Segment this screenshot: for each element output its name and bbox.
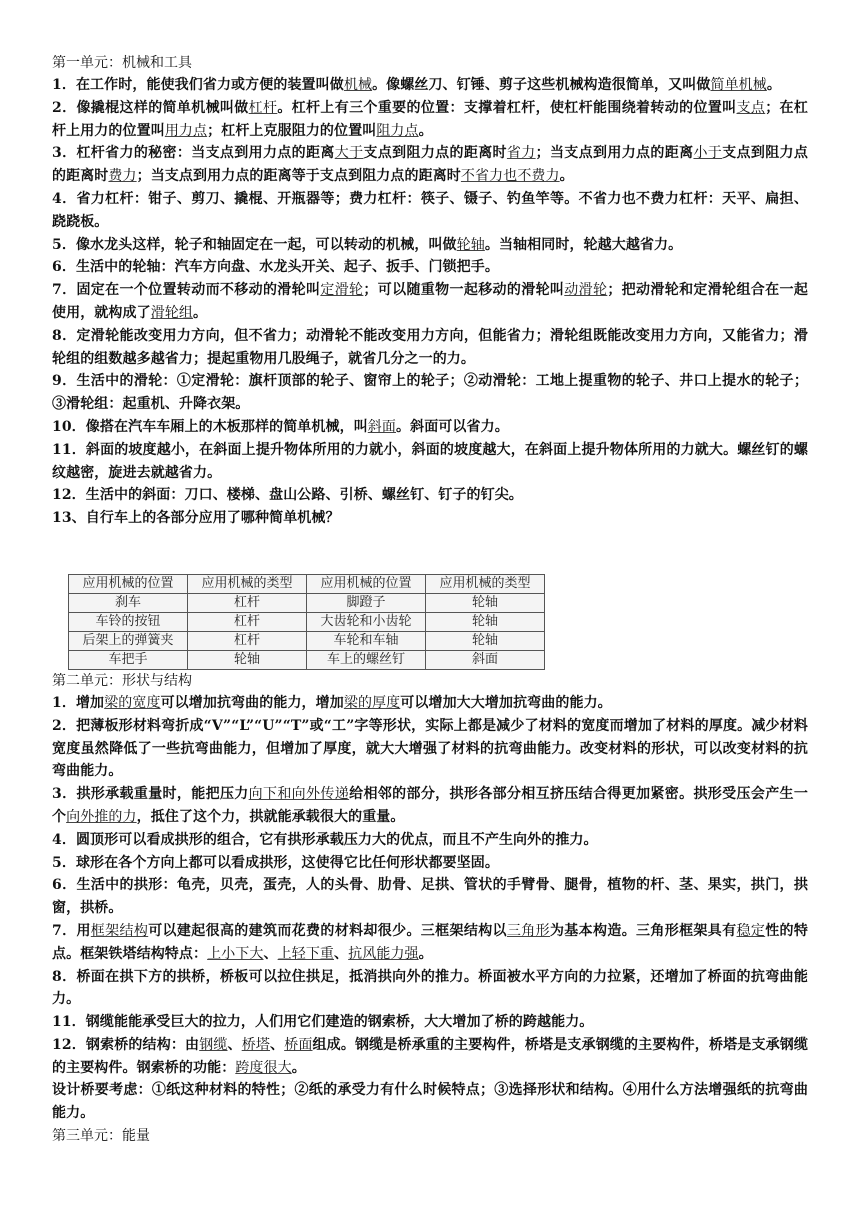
list-item bbox=[52, 484, 808, 507]
answer-text: 上小下大 bbox=[207, 945, 264, 962]
answer-text: 三角形 bbox=[506, 922, 550, 939]
item-text: ；在杠杆上用力的位置叫 bbox=[52, 99, 809, 139]
answer-text: 机械 bbox=[343, 77, 373, 93]
answer-text: 跨度很大 bbox=[235, 1059, 292, 1076]
table-cell: 轮轴 bbox=[426, 593, 545, 612]
item-text: 钢缆能能承受巨大的拉力，人们用它们建造的钢索桥，大大增加了桥的跨越能力。 bbox=[85, 1014, 594, 1031]
bicycle-machines-table bbox=[68, 574, 545, 670]
item-text: 、 bbox=[270, 1036, 285, 1053]
item-number: 11． bbox=[52, 441, 86, 458]
item-number: 5． bbox=[52, 236, 76, 253]
table-header-cell: 应用机械的位置 bbox=[307, 574, 426, 593]
item-text: 省力杠杆：钳子、剪刀、撬棍、开瓶器等；费力杠杆：筷子、镊子、钓鱼竿等。不省力也不费力杠杆：天平、扁担、跷跷板。 bbox=[52, 190, 808, 230]
answer-text: 钢缆 bbox=[199, 1036, 228, 1053]
table-cell: 大齿轮和小齿轮 bbox=[307, 612, 426, 631]
item-number: 1． bbox=[52, 694, 76, 711]
item-text: 增加 bbox=[75, 694, 105, 711]
item-text: ；杠杆上克服阻力的位置叫 bbox=[207, 122, 377, 139]
answer-text: 桥塔 bbox=[241, 1036, 271, 1053]
item-text: 像搭在汽车车厢上的木板那样的简单机械，叫 bbox=[85, 418, 368, 435]
item-text: 拱形承载重量时，能把压力 bbox=[76, 786, 249, 803]
item-text: 为基本构造。三角形框架具有 bbox=[549, 922, 737, 939]
table-row bbox=[69, 593, 545, 612]
item-text: ；可以随重物一起移动的滑轮叫 bbox=[363, 282, 565, 299]
item-number: 6． bbox=[52, 259, 76, 276]
item-text: 。 bbox=[291, 1059, 306, 1076]
item-text: 定滑轮能改变用力方向，但不省力；动滑轮不能改变用力方向，但能省力；滑轮组既能改变用力方向，又能省力；滑轮组的组数越多越省力；提起重物用几股绳子，就省几分之一的力。 bbox=[52, 327, 808, 367]
table-header-cell: 应用机械的类型 bbox=[426, 574, 545, 593]
list-item bbox=[52, 874, 808, 920]
item-text: 可以增加抗弯曲的能力，增加 bbox=[160, 694, 344, 711]
item-text: 组成。钢缆是桥承重的主要构件，桥塔是支承钢缆的主要构件，桥塔是支承钢缆的主要构件。钢索桥的功能： bbox=[52, 1036, 809, 1076]
spacer bbox=[52, 530, 808, 574]
answer-text: 轮轴 bbox=[456, 236, 485, 253]
item-text: 性的特点。框架铁塔结构特点： bbox=[52, 922, 808, 962]
table-cell: 车轮和车轴 bbox=[307, 631, 426, 650]
item-text: 钢索桥的结构：由 bbox=[85, 1036, 200, 1053]
list-item bbox=[52, 416, 808, 439]
item-text: ；当支点到用力点的距离 bbox=[535, 145, 694, 162]
item-number: 12． bbox=[52, 1036, 86, 1053]
list-item bbox=[52, 692, 808, 715]
table-cell: 杠杆 bbox=[188, 631, 307, 650]
item-text: ，抵住了这个力，拱就能承载很大的重量。 bbox=[136, 808, 405, 825]
answer-text: 费力 bbox=[108, 168, 137, 185]
answer-text: 滑轮组 bbox=[150, 304, 194, 321]
item-number: 11． bbox=[52, 1014, 86, 1031]
list-item bbox=[52, 715, 808, 783]
unit-3-title: 第三单元：能量 bbox=[52, 1128, 150, 1145]
list-item bbox=[52, 439, 808, 485]
list-item bbox=[52, 966, 808, 1012]
item-number: 6． bbox=[52, 877, 77, 894]
list-item bbox=[52, 829, 808, 852]
answer-text: 抗风能力强 bbox=[348, 945, 419, 962]
answer-text: 梁的厚度 bbox=[343, 694, 401, 711]
item-text: 用 bbox=[76, 922, 91, 939]
answer-text: 省力 bbox=[506, 145, 536, 162]
item-number: 1． bbox=[52, 77, 76, 93]
unit-1-title: 第一单元：机械和工具 bbox=[52, 55, 192, 71]
item-text: 球形在各个方向上都可以看成拱形，这使得它比任何形状都要坚固。 bbox=[75, 854, 499, 871]
item-text: ；当支点到用力点的距离等于支点到阻力点的距离时 bbox=[136, 168, 461, 185]
list-item bbox=[52, 256, 808, 279]
answer-text: 用力点 bbox=[164, 122, 208, 139]
item-text: 自行车上的各部分应用了哪种简单机械？ bbox=[85, 510, 340, 527]
item-text: 生活中的轮轴：汽车方向盘、水龙头开关、起子、扳手、门锁把手。 bbox=[75, 259, 499, 276]
item-text: 可以建起很高的建筑而花费的材料却很少。三框架结构以 bbox=[148, 922, 507, 939]
item-number: 4． bbox=[52, 831, 76, 848]
list-item bbox=[52, 1079, 808, 1125]
item-text: 像撬棍这样的简单机械叫做 bbox=[76, 99, 249, 116]
item-text: 。像螺丝刀、钉锤、剪子这些机械构造很简单，又叫做 bbox=[372, 77, 711, 93]
list-item bbox=[52, 920, 808, 966]
answer-text: 简单机械 bbox=[710, 77, 767, 93]
table-cell: 斜面 bbox=[426, 650, 545, 669]
item-number: 7． bbox=[52, 922, 77, 939]
item-number: 13、 bbox=[52, 510, 86, 527]
table-row bbox=[69, 631, 545, 650]
table-row bbox=[69, 650, 545, 669]
list-item bbox=[52, 370, 808, 416]
answer-text: 梁的宽度 bbox=[104, 694, 161, 711]
item-number: 2． bbox=[52, 717, 77, 734]
table-header-row bbox=[69, 574, 545, 593]
item-number: 2． bbox=[52, 99, 77, 116]
list-item bbox=[52, 279, 808, 325]
table-cell: 刹车 bbox=[69, 593, 188, 612]
item-text: 。 bbox=[193, 304, 208, 321]
item-text: 生活中的拱形：龟壳，贝壳，蛋壳，人的头骨、肋骨、足拱、管状的手臂骨、腿骨，植物的杆、茎、果实，拱门，拱窗，拱桥。 bbox=[52, 877, 808, 917]
table-cell: 车铃的按钮 bbox=[69, 612, 188, 631]
item-text: 像水龙头这样，轮子和轴固定在一起，可以转动的机械，叫做 bbox=[75, 236, 457, 253]
answer-text: 杠杆 bbox=[248, 99, 278, 116]
table-cell: 轮轴 bbox=[426, 612, 545, 631]
table-cell: 杠杆 bbox=[188, 612, 307, 631]
table-cell: 车把手 bbox=[69, 650, 188, 669]
item-text: 支点到阻力点的距离时 bbox=[363, 145, 507, 162]
list-item bbox=[52, 1034, 808, 1080]
answer-text: 向外推的力 bbox=[66, 808, 137, 825]
item-text: ；把动滑轮和定滑轮组合在一起使用，就构成了 bbox=[52, 282, 808, 321]
item-text: 固定在一个位置转动而不移动的滑轮叫 bbox=[76, 282, 321, 299]
item-text: 。杠杆上有三个重要的位置：支撑着杠杆，使杠杆能围绕着转动的位置叫 bbox=[277, 99, 737, 116]
list-item bbox=[52, 142, 808, 188]
answer-text: 桥面 bbox=[284, 1036, 313, 1053]
list-item bbox=[52, 188, 808, 234]
item-text: 斜面的坡度越小，在斜面上提升物体所用的力就小，斜面的坡度越大，在斜面上提升物体所用的力就大。螺丝钉的螺纹越密，旋进去就越省力。 bbox=[52, 441, 808, 481]
answer-text: 动滑轮 bbox=[564, 282, 608, 299]
answer-text: 稳定 bbox=[736, 922, 766, 939]
item-text: 桥面在拱下方的拱桥，桥板可以拉住拱足，抵消拱向外的推力。桥面被水平方向的力拉紧，还增加了桥面的抗弯曲能力。 bbox=[52, 968, 808, 1008]
item-text: 、 bbox=[263, 945, 278, 962]
answer-text: 阻力点 bbox=[376, 122, 419, 139]
item-text: 生活中的斜面：刀口、楼梯、盘山公路、引桥、螺丝钉、钉子的钉尖。 bbox=[85, 487, 523, 504]
item-number: 5． bbox=[52, 854, 76, 871]
item-number: 8． bbox=[52, 327, 77, 344]
list-item bbox=[52, 852, 808, 875]
list-item bbox=[52, 1011, 808, 1034]
item-number: 4． bbox=[52, 190, 77, 207]
item-text: 、 bbox=[227, 1036, 242, 1053]
item-text: 圆顶形可以看成拱形的组合，它有拱形承载压力大的优点，而且不产生向外的推力。 bbox=[75, 831, 598, 848]
list-item bbox=[52, 74, 808, 97]
list-item bbox=[52, 234, 808, 257]
item-number: 9． bbox=[52, 373, 77, 390]
answer-text: 向下和向外传递 bbox=[248, 786, 350, 803]
answer-text: 框架结构 bbox=[90, 922, 149, 939]
answer-text: 大于 bbox=[334, 145, 364, 162]
table-cell: 脚蹬子 bbox=[307, 593, 426, 612]
item-number: 7． bbox=[52, 282, 77, 299]
item-text: 把薄板形材料弯折成“V”“L”“U”“T”或“工”字等形状，实际上都是减少了材料的宽度而增加了材料的厚度。减少材料宽度虽然降低了一些抗弯曲能力，但增加了厚度，就大大增强了材料的抗弯曲能力。改变材料的形状，可以改变材料的抗弯曲能力。 bbox=[52, 717, 808, 780]
table-cell: 轮轴 bbox=[426, 631, 545, 650]
answer-text: 不省力也不费力 bbox=[460, 168, 560, 185]
item-text: 给相邻的部分，拱形各部分相互挤压结合得更加紧密。拱形受压会产生一个 bbox=[52, 786, 809, 825]
item-text: 设计桥要考虑：①纸这种材料的特性；②纸的承受力有什么时候特点；③选择形状和结构。④用什么方法增强纸的抗弯曲能力。 bbox=[52, 1082, 808, 1122]
list-item bbox=[52, 325, 808, 371]
item-number: 12． bbox=[52, 487, 86, 504]
item-number: 10． bbox=[52, 418, 86, 435]
table-cell: 杠杆 bbox=[188, 593, 307, 612]
list-item bbox=[52, 507, 808, 530]
item-text: 支点到阻力点的距离时 bbox=[52, 145, 808, 185]
item-number: 3． bbox=[52, 145, 77, 162]
list-item bbox=[52, 783, 808, 829]
answer-text: 定滑轮 bbox=[320, 282, 364, 299]
item-text: 在工作时，能使我们省力或方便的装置叫做 bbox=[75, 77, 344, 93]
item-text: 生活中的滑轮：①定滑轮：旗杆顶部的轮子、窗帘上的轮子；②动滑轮：工地上提重物的轮子、井口上提水的轮子；③滑轮组：起重机、升降衣架。 bbox=[52, 373, 808, 413]
item-number: 8． bbox=[52, 968, 77, 985]
item-text: 。斜面可以省力。 bbox=[396, 418, 509, 435]
item-text: 。 bbox=[418, 122, 433, 139]
unit-2-items bbox=[52, 692, 808, 1125]
item-text: 。 bbox=[766, 77, 781, 93]
table-row bbox=[69, 612, 545, 631]
answer-text: 小于 bbox=[693, 145, 723, 162]
unit-1-items bbox=[52, 74, 808, 530]
item-text: 、 bbox=[334, 945, 349, 962]
item-text: 。当轴相同时，轮越大越省力。 bbox=[484, 236, 683, 253]
table-cell: 车上的螺丝钉 bbox=[307, 650, 426, 669]
unit-2-title: 第二单元：形状与结构 bbox=[52, 672, 192, 689]
table-header-cell: 应用机械的位置 bbox=[69, 574, 188, 593]
table-cell: 轮轴 bbox=[188, 650, 307, 669]
answer-text: 斜面 bbox=[367, 418, 396, 435]
answer-text: 上轻下重 bbox=[277, 945, 335, 962]
item-text: 可以增加大大增加抗弯曲的能力。 bbox=[400, 694, 612, 711]
table-header-cell: 应用机械的类型 bbox=[188, 574, 307, 593]
item-text: 。 bbox=[418, 945, 433, 962]
item-text: 。 bbox=[559, 168, 574, 185]
table-cell: 后架上的弹簧夹 bbox=[69, 631, 188, 650]
item-number: 3． bbox=[52, 786, 77, 803]
item-text: 杠杆省力的秘密：当支点到用力点的距离 bbox=[76, 145, 335, 162]
answer-text: 支点 bbox=[736, 99, 766, 116]
list-item bbox=[52, 97, 808, 143]
